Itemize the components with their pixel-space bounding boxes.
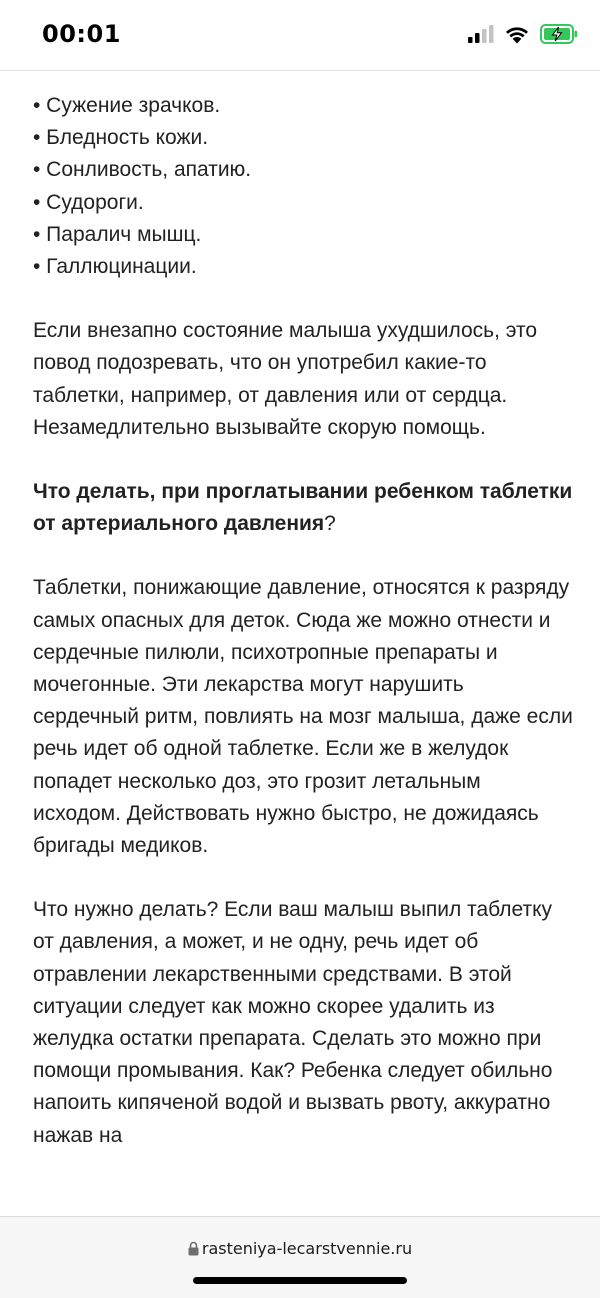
paragraph: Таблетки, понижающие давление, относятся к разряду самых опасных для деток. Сюда же можно отнести и сердечные пилюли, психотропные препараты и мочегонные. Эти лекарства могут нарушить сердечный ритм, повлиять на мозг малыша, даже если речь идет об одной таблетке. Если же в желудок попадет несколько доз, это грозит летальным исходом. Действовать нужно быстро, не дожидаясь бригады медиков.	[33, 576, 573, 858]
list-item: • Паралич мышц.	[33, 222, 202, 246]
section-heading-bold: Что делать, при проглатывании ребенком таблетки от артериального давления	[33, 480, 573, 536]
address-bar[interactable]	[0, 1239, 600, 1258]
list-item: • Галлюцинации.	[33, 255, 197, 279]
paragraph: Что нужно делать? Если ваш малыш выпил таблетку от давления, а может, и не одну, речь идет об отравлении лекарственными средствами. В этой ситуации следует как можно скорее удалить из желудка остатки препарата. Сделать это можно при помощи промывания. Как? Ребенка следует обильно напоить кипяченой водой и вызвать рвоту, аккуратно нажав на	[33, 898, 553, 1147]
status-divider	[0, 70, 600, 71]
cellular-signal-icon	[468, 25, 494, 43]
home-indicator[interactable]	[193, 1277, 407, 1284]
browser-bottom-bar	[0, 1216, 600, 1298]
symptom-list	[33, 90, 573, 283]
list-item: • Бледность кожи.	[33, 126, 209, 150]
wifi-icon	[504, 25, 530, 44]
battery-charging-icon	[540, 24, 578, 44]
status-bar	[0, 0, 600, 70]
article-content	[33, 90, 573, 1184]
section-heading-suffix: ?	[324, 512, 336, 536]
section-heading	[33, 476, 573, 540]
lock-icon	[188, 1241, 199, 1256]
page-url: rasteniya-lecarstvennie.ru	[201, 1239, 413, 1258]
list-item: • Судороги.	[33, 190, 144, 214]
paragraph: Если внезапно состояние малыша ухудшилось, это повод подозревать, что он употребил какие-то таблетки, например, от давления или от сердца. Незамедлительно вызывайте скорую помощь.	[33, 319, 538, 439]
list-item: • Сужение зрачков.	[33, 94, 221, 117]
list-item: • Сонливость, апатию.	[33, 158, 252, 182]
status-time: 00:01	[42, 20, 121, 48]
status-icons	[468, 24, 578, 44]
